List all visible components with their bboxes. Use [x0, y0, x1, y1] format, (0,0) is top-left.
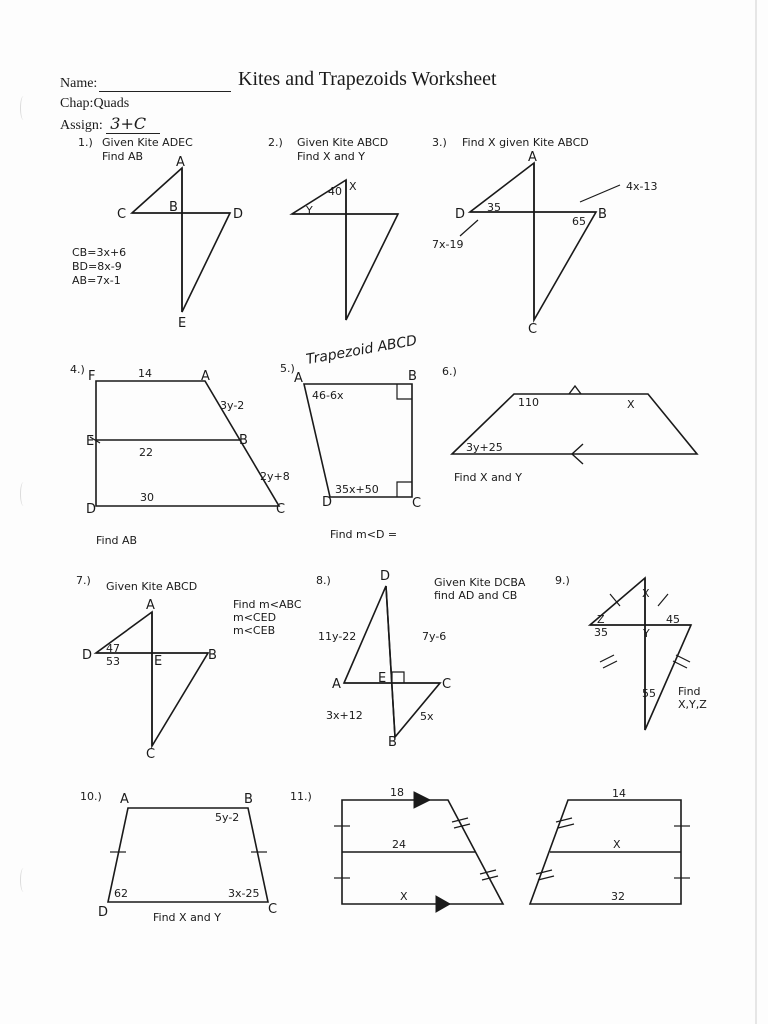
vertex-label: B [239, 433, 248, 448]
side-label: 18 [390, 786, 404, 799]
vertex-label: B [388, 735, 397, 750]
side-label: X [613, 838, 621, 851]
angle-label: 55 [642, 687, 656, 700]
problem-task: Find m<D = [330, 528, 398, 541]
angle-label: 40 [328, 185, 342, 198]
tick-mark [676, 655, 690, 662]
side-label: 14 [138, 367, 152, 380]
problem-number: 1.) [78, 136, 93, 149]
vertex-label: C [412, 496, 422, 511]
angle-label: X [642, 587, 650, 600]
problem-number: 4.) [70, 363, 85, 376]
kite-abcd-3 [470, 163, 596, 320]
vertex-label: C [276, 502, 286, 517]
problem-number: 9.) [555, 574, 570, 587]
problem-instruction: find AD and CB [434, 589, 518, 602]
right-angle-mark [397, 482, 412, 497]
side-label: 7x-19 [432, 238, 464, 251]
problem-number: 7.) [76, 574, 91, 587]
parallel-arrow [569, 386, 581, 394]
parallel-arrow [436, 896, 450, 912]
angle-label: 53 [106, 655, 120, 668]
angle-label: 35 [487, 201, 501, 214]
vertex-label: A [332, 677, 341, 692]
kite-adec [132, 168, 230, 312]
side-label: 7y-6 [422, 630, 447, 643]
angle-label: 62 [114, 887, 128, 900]
angle-label: X [627, 398, 635, 411]
problem-task: Find X and Y [153, 911, 221, 924]
angle-label: 46-6x [312, 389, 344, 402]
tick-mark [558, 824, 574, 828]
side-label: 32 [611, 890, 625, 903]
vertex-label: E [178, 316, 187, 331]
pointer-line [580, 185, 620, 202]
vertex-label: A [120, 792, 129, 807]
problem-number: 3.) [432, 136, 447, 149]
worksheet-title: Kites and Trapezoids Worksheet [238, 68, 497, 90]
angle-label: 35 [594, 626, 608, 639]
tick-mark [480, 870, 496, 874]
vertex-label: A [528, 150, 537, 165]
vertex-label: D [380, 569, 391, 584]
vertex-label: C [117, 207, 127, 222]
problem-instruction: Given Kite ABCD [297, 136, 389, 149]
angle-label: 47 [106, 642, 120, 655]
right-angle-mark [397, 384, 412, 399]
angle-label: 65 [572, 215, 586, 228]
tick-mark [603, 661, 617, 668]
vertex-label: B [169, 200, 178, 215]
side-label: 30 [140, 491, 154, 504]
kite-8-diagonal-db [386, 586, 395, 737]
angle-label: 35x+50 [335, 483, 379, 496]
angle-label: Z [597, 613, 605, 626]
angle-label: Y [306, 204, 313, 217]
tick-mark [536, 870, 552, 874]
problem-number: 11.) [290, 790, 312, 803]
vertex-label: D [86, 502, 97, 517]
problem-task: Find X and Y [454, 471, 522, 484]
kite-abcd-2 [292, 180, 398, 320]
side-label: 3y-2 [220, 399, 245, 412]
pointer-line [460, 220, 478, 236]
chap-label: Chap:Quads [60, 96, 130, 111]
trapezoid-fadc [96, 381, 279, 506]
tick-mark [600, 655, 614, 662]
assign-value: 3+C [106, 114, 160, 134]
given-value: CB=3x+6 [72, 246, 127, 259]
problem-instruction: Given Kite ADEC [102, 136, 193, 149]
angle-label: 45 [666, 613, 680, 626]
problem-number: 5.) [280, 362, 295, 375]
vertex-label: D [322, 495, 333, 510]
side-label: 24 [392, 838, 406, 851]
problem-instruction: Find m<ABC [233, 598, 302, 611]
problem-instruction: Find X and Y [297, 150, 365, 163]
vertex-label: F [88, 369, 96, 384]
side-label: 4x-13 [626, 180, 658, 193]
kite-9 [590, 578, 691, 730]
problem-number: 10.) [80, 790, 102, 803]
given-value: BD=8x-9 [72, 260, 122, 273]
angle-label: 110 [518, 396, 539, 409]
problem-instruction: Given Kite DCBA [434, 576, 526, 589]
problem-number: 8.) [316, 574, 331, 587]
vertex-label: E [378, 671, 387, 686]
tick-mark [673, 661, 687, 668]
angle-label: 3y+25 [466, 441, 503, 454]
vertex-label: B [408, 369, 417, 384]
problem-instruction: m<CEB [233, 624, 276, 637]
vertex-label: D [82, 648, 93, 663]
side-label: 14 [612, 787, 626, 800]
right-angle-mark [392, 672, 404, 683]
angle-label: X [349, 180, 357, 193]
handwritten-note: Trapezoid ABCD [304, 332, 419, 368]
vertex-label: A [294, 371, 303, 386]
vertex-label: B [208, 648, 217, 663]
angle-label: 3x-25 [228, 887, 260, 900]
problem-task: Find AB [96, 534, 138, 547]
side-label: 3x+12 [326, 709, 363, 722]
side-label: 22 [139, 446, 153, 459]
vertex-label: C [268, 902, 278, 917]
given-value: AB=7x-1 [72, 274, 121, 287]
vertex-label: A [176, 155, 185, 170]
side-label: X [400, 890, 408, 903]
vertex-label: A [201, 369, 210, 384]
problem-instruction: Given Kite ABCD [106, 580, 198, 593]
problem-instruction: Find [678, 685, 701, 698]
vertex-label: C [528, 322, 538, 337]
vertex-label: A [146, 598, 155, 613]
problem-instruction: Find X given Kite ABCD [462, 136, 589, 149]
vertex-label: B [244, 792, 253, 807]
side-label: 2y+8 [260, 470, 290, 483]
vertex-label: E [86, 434, 95, 449]
vertex-label: B [598, 207, 607, 222]
problem-instruction: m<CED [233, 611, 277, 624]
tick-mark [556, 818, 572, 822]
vertex-label: D [455, 207, 466, 222]
vertex-label: C [146, 747, 156, 762]
side-label: 11y-22 [318, 630, 357, 643]
angle-label: Y [643, 627, 650, 640]
vertex-label: D [233, 207, 244, 222]
name-label: Name: [60, 76, 98, 91]
problem-number: 6.) [442, 365, 457, 378]
problem-number: 2.) [268, 136, 283, 149]
problem-instruction: Find AB [102, 150, 144, 163]
vertex-label: C [442, 677, 452, 692]
tick-mark [658, 594, 668, 606]
side-label: 5y-2 [215, 811, 240, 824]
problem-instruction: X,Y,Z [678, 698, 707, 711]
vertex-label: D [98, 905, 109, 920]
assign-label: Assign: [60, 118, 103, 133]
vertex-label: E [154, 654, 163, 669]
side-label: 5x [420, 710, 434, 723]
parallel-arrow [414, 792, 430, 808]
